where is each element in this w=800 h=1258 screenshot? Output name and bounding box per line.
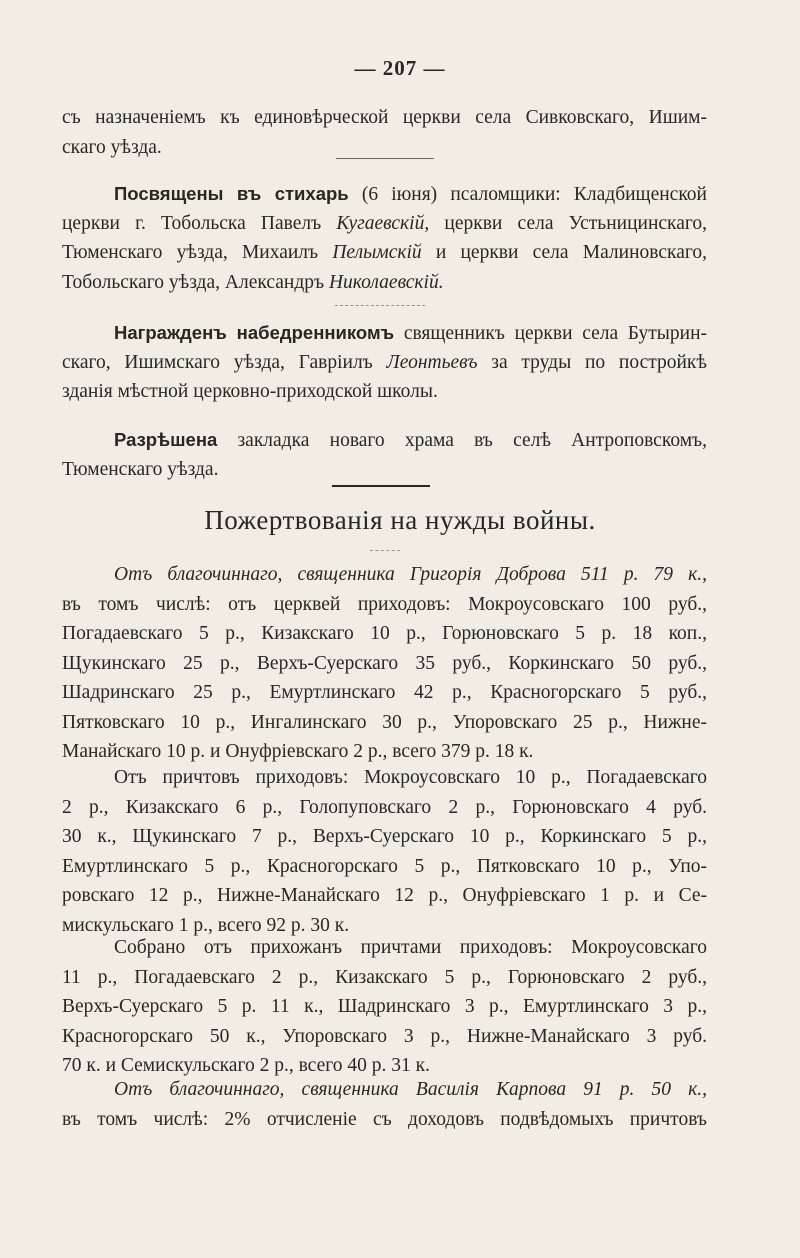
text-line: скаго уѣзда. [62,136,162,158]
zakladka-paragraph [62,425,707,484]
text-line: Отъ благочиннаго, священника Василія Карпова 91 р. 50 к., [114,1079,707,1100]
page-number: — 207 — [354,56,446,80]
paragraph-lead: Награжденъ набедренникомъ [114,322,395,343]
text-line: Отъ причтовъ приходовъ: Мокроусовскаго 10 р., Погадаевскаго [114,767,707,788]
separator-rule [336,158,434,159]
text-line: Пятковскаго 10 р., Ингалинскаго 30 р., Упоровскаго 25 р., Нижне- [62,711,707,733]
text-line: Верхъ-Суерскаго 5 р. 11 к., Шадринскаго 3 р., Емуртлинскаго 3 р., [62,996,707,1017]
text-line: Тюменскаго уѣзда, Михаилъ Пелымскій и церкви села Малиновскаго, [62,242,707,263]
section-heading: Пожертвованія на нужды войны. [204,505,596,535]
heading-ornament [370,550,400,551]
text-line: Манайскаго 10 р. и Онуфріевскаго 2 р., всего 379 р. 18 к. [62,741,534,762]
paragraph-lead: Посвящены въ стихарь [114,183,349,204]
text-line: ровскаго 12 р., Нижне-Манайскаго 12 р., Онуфріевскаго 1 р. и Се- [62,885,707,906]
donations-paragraph-1 [62,560,707,767]
text-line: Тобольскаго уѣзда, Александръ Николаевскій. [62,271,444,293]
nabedrennik-paragraph [62,318,707,407]
text-line: въ томъ числѣ: 2% отчисленіе съ доходовъ подвѣдомыхъ причтовъ [62,1108,707,1130]
stikhar-paragraph [62,179,707,297]
text-line: скаго, Ишимскаго уѣзда, Гавріилъ Леонтьевъ за труды по постройкѣ [62,351,707,373]
text-line: Шадринскаго 25 р., Емуртлинскаго 42 р., Красногорскаго 5 руб., [62,682,707,703]
text-line: въ томъ числѣ: отъ церквей приходовъ: Мокроусовскаго 100 руб., [62,593,707,615]
paragraph-lead: Разрѣшена [114,429,218,450]
text-line: 2 р., Кизакскаго 6 р., Голопуповскаго 2 р., Горюновскаго 4 руб. [62,796,707,818]
text-line: Красногорскаго 50 к., Упоровскаго 3 р., Нижне-Манайскаго 3 руб. [62,1025,707,1047]
text-line: 70 к. и Семискульскаго 2 р., всего 40 р. 31 к. [62,1055,430,1076]
text-line: зданія мѣстной церковно-приходской школы. [62,381,438,402]
donations-paragraph-2 [62,763,707,940]
text-line: церкви г. Тобольска Павелъ Кугаевскій, церкви села Устьницинскаго, [62,212,708,234]
person-name: Кугаевскій, [336,212,430,234]
text-line: Собрано отъ прихожанъ причтами приходовъ: Мокроусовскаго [114,937,707,958]
intro-paragraph [62,103,707,162]
donations-paragraph-3 [62,933,707,1081]
text-line: мискульскаго 1 р., всего 92 р. 30 к. [62,914,350,936]
separator-rule [332,485,430,487]
text-line: Емуртлинскаго 5 р., Красногорскаго 5 р., Пятковскаго 10 р., Упо- [62,855,707,877]
donations-paragraph-4 [62,1075,707,1134]
text-line: 30 к., Щукинскаго 7 р., Верхъ-Суерскаго 10 р., Коркинскаго 5 р., [62,826,707,847]
text-line: Погадаевскаго 5 р., Кизакскаго 10 р., Горюновскаго 5 р. 18 коп., [62,623,707,644]
separator-rule [335,305,425,306]
text-line: Посвящены въ стихарь (6 іюня) псаломщики: Кладбищенской [114,183,707,205]
person-name: Николаевскій. [328,271,444,293]
text-line: съ назначеніемъ къ единовѣрческой церкви села Сивковскаго, Ишим- [62,107,707,128]
text-line: Награжденъ набедренникомъ священникъ церкви села Бутырин- [114,322,707,344]
text-line: Тюменскаго уѣзда. [62,458,219,480]
text-line: Щукинскаго 25 р., Верхъ-Суерскаго 35 руб., Коркинскаго 50 руб., [62,652,707,674]
person-name: Леонтьевъ [386,351,478,373]
text-line: 11 р., Погадаевскаго 2 р., Кизакскаго 5 р., Горюновскаго 2 руб., [62,966,707,988]
text-line: Отъ благочиннаго, священника Григорія Доброва 511 р. 79 к., [114,564,707,585]
text-line: Разрѣшена закладка новаго храма въ селѣ Антроповскомъ, [114,429,707,451]
person-name: Пелымскій [332,242,422,263]
